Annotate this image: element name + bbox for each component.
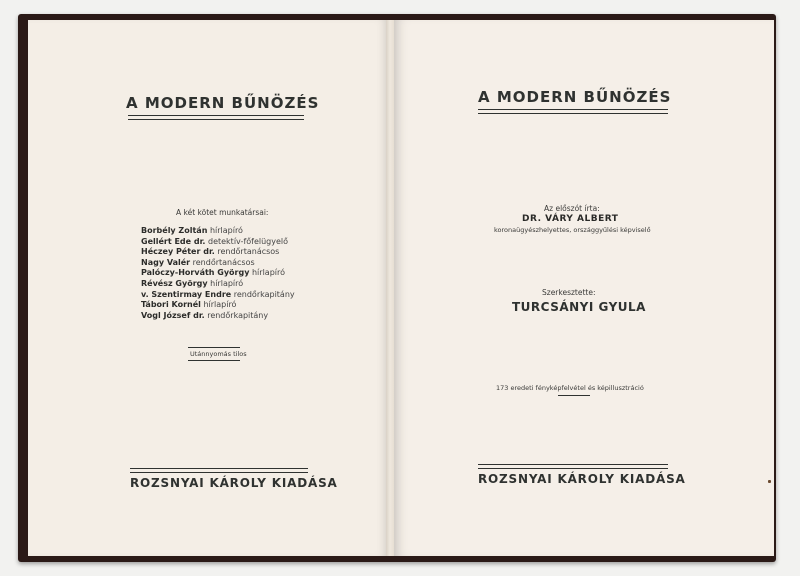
title-rule-bottom [478,113,668,114]
title-rule-top [128,115,304,116]
paper-spot [768,480,771,483]
illustrations-rule [558,395,590,396]
note-rule-bottom [188,360,240,361]
list-item: Révész György hírlapíró [141,278,244,288]
foreword-label: Az előszót írta: [544,204,600,213]
right-publisher: ROZSNYAI KÁROLY KIADÁSA [478,472,686,486]
list-item: v. Szentirmay Endre rendőrkapitány [141,289,295,299]
list-item: Tábori Kornél hírlapíró [141,300,237,310]
publisher-rule-top [130,468,308,469]
contributors-heading: A két kötet munkatársai: [176,208,269,217]
list-item: Borbély Zoltán hírlapíró [141,226,243,235]
note-rule-top [188,347,240,348]
list-item: Vogl József dr. rendőrkapitány [141,310,269,320]
list-item: Palóczy-Horváth György hírlapíró [141,268,285,278]
publisher-rule-bottom [478,468,668,469]
editor-name: TURCSÁNYI GYULA [512,300,646,314]
list-item: Gellért Ede dr. detektív-főfelügyelő [141,236,289,246]
illustrations-note: 173 eredeti fényképfelvétel és képillusztráció [496,384,644,392]
right-page-title: A MODERN BŰNÖZÉS [478,88,672,106]
left-publisher: ROZSNYAI KÁROLY KIADÁSA [130,476,338,490]
foreword-author-role: koronaügyészhelyettes, országgyűlési képviselő [494,226,651,234]
list-item: Héczey Péter dr. rendőrtanácsos [141,247,280,257]
foreword-author: DR. VÁRY ALBERT [522,214,619,224]
reprint-note: Utánnyomás tilos [190,350,247,358]
right-page [394,20,774,556]
list-item: Nagy Valér rendőrtanácsos [141,257,255,267]
editor-label: Szerkesztette: [542,288,596,297]
publisher-rule-bottom [130,472,308,473]
left-page-title: A MODERN BŰNÖZÉS [126,94,320,112]
contributors-list [141,226,295,321]
publisher-rule-top [478,464,668,465]
title-rule-bottom [128,119,304,120]
title-rule-top [478,109,668,110]
